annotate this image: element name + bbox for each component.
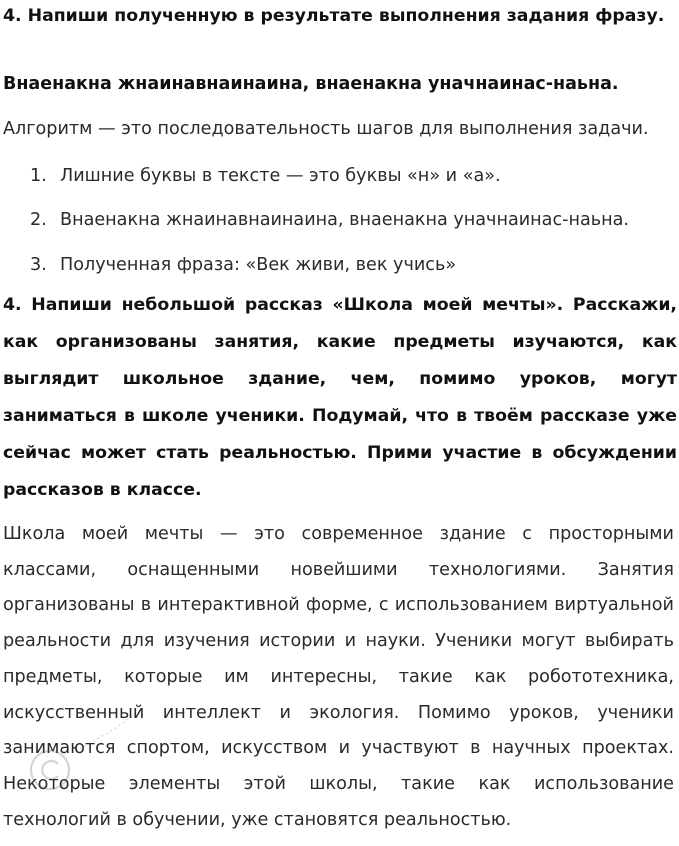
step-text: Внаенакна жнаинавнаинаина, внаенакна уначнаинас-наьна.	[60, 210, 630, 230]
task-2-prompt: 4. Напиши небольшой рассказ «Школа моей мечты». Расскажи, как организованы занятия, какие предметы изучаются, как выглядит школьное здание, чем, помимо уроков, могут заниматься в школе ученики. Подумай, что в твоём рассказе уже сейчас может стать реальностью. Прими участие в обсуждении рассказов в классе.	[3, 295, 677, 500]
story-text: Школа моей мечты — это современное здание с просторными классами, оснащенными новейшими технологиями. Занятия организованы в интерактивной форме, с использованием виртуальной реальности для изучения истории и науки. Ученики могут выбирать предметы, которые им интересны, такие как робототехника, искусственный интеллект и экология. Помимо уроков, ученики занимаются спортом, искусством и участвуют в научных проектах. Некоторые элементы этой школы, такие как использование технологий в обучении, уже становятся реальностью.	[3, 524, 674, 830]
task-1-prompt: 4. Напиши полученную в результате выполнения задания фразу.	[3, 6, 665, 26]
algorithm-step-1	[30, 166, 501, 186]
algorithm-intro: Алгоритм — это последовательность шагов для выполнения задачи.	[3, 119, 649, 139]
step-number: 1.	[30, 166, 47, 186]
step-number: 3.	[30, 255, 47, 275]
step-text: Полученная фраза: «Век живи, век учись»	[60, 255, 457, 275]
step-number: 2.	[30, 210, 47, 230]
encoded-phrase: Внаенакна жнаинавнаинаина, внаенакна уначнаинас-наьна.	[3, 74, 619, 94]
step-text: Лишние буквы в тексте — это буквы «н» и «а».	[60, 166, 501, 186]
algorithm-step-3	[30, 255, 456, 275]
algorithm-step-2	[30, 210, 629, 230]
